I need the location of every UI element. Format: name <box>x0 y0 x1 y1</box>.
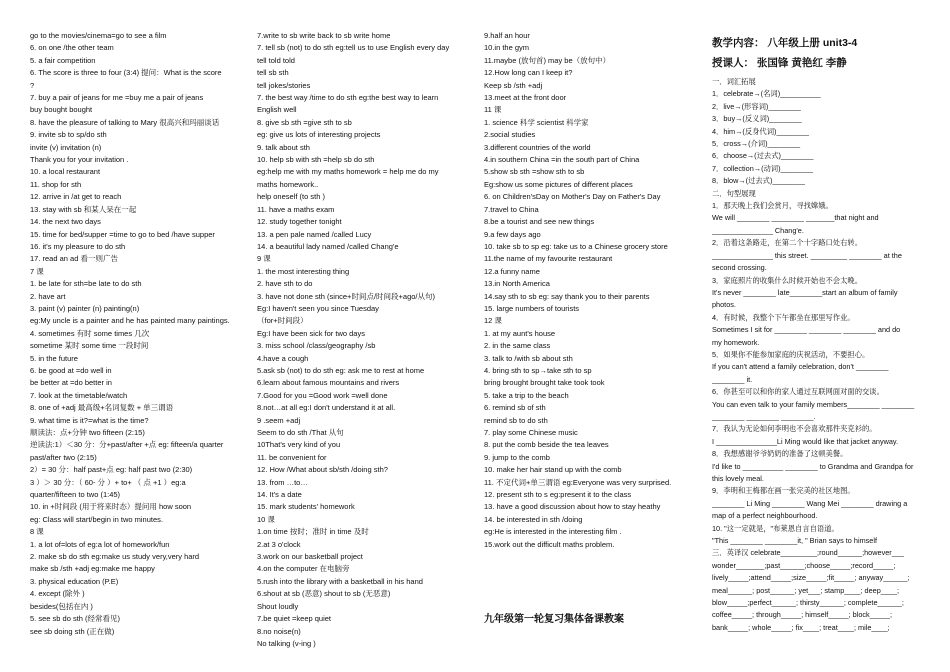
note-line: 3. physical education (P.E) <box>30 576 119 586</box>
note-line: 12.How long can I keep it? <box>484 68 573 78</box>
note-line: ? <box>30 80 35 90</box>
note-line: 12. How /What about sb/sth /doing sth? <box>257 465 388 475</box>
note-line: 3. miss school /class/geography /sb <box>257 341 376 351</box>
exercise-lines <box>712 76 922 634</box>
note-line: 10. in +时间段 (用于将来时态）提问用 how soon <box>30 502 192 512</box>
note-line: tell jokes/stories <box>257 80 311 90</box>
plan-title: 九年级第一轮复习集体备课教案 <box>484 614 624 625</box>
note-line: 1.on time 按时；准时 in time 及时 <box>257 527 369 537</box>
note-line: 9 .seem +adj <box>257 415 301 425</box>
note-line: 5. a fair competition <box>30 55 96 65</box>
note-line: 5．cross→(介词)________ <box>712 139 801 149</box>
note-line: 6. be good at =do well in <box>30 365 112 375</box>
note-line: tell told told <box>257 55 295 65</box>
note-line: bank_____; whole_____; fix____; treat____; mile____; <box>712 622 890 632</box>
note-line: 4.in southern China =in the south part of China <box>484 155 640 165</box>
note-line: I'd like to __________ ________ to Grandma and Grandpa for <box>712 461 914 471</box>
note-line: 15. mark students' homework <box>257 502 355 512</box>
note-line: 14.say sth to sb eg: say thank you to their parents <box>484 291 650 301</box>
note-line: 8. have the pleasure of talking to Mary 很高兴和玛丽谈话 <box>30 117 220 127</box>
note-line: I _______________Li Ming would like that jacket anyway. <box>712 436 899 446</box>
note-line: 5. take a trip to the beach <box>484 390 569 400</box>
column-2 <box>257 30 479 650</box>
note-line: my homework. <box>712 337 760 347</box>
note-line: 6. on one /the other team <box>30 43 114 53</box>
note-line: 5.rush into the library with a basketball in his hand <box>257 576 423 586</box>
note-line: 13.in North America <box>484 279 550 289</box>
note-line: 顺读法：点+分钟 two fifteen (2:15) <box>30 428 145 437</box>
note-line: lively_____;attend_____;size_____;fit_____; anyway______; <box>712 573 910 583</box>
note-line: 9 课 <box>257 254 271 264</box>
note-line: besides(包括在内 ) <box>30 601 93 611</box>
note-line: 2. have sth to do <box>257 279 313 289</box>
note-line: 4. sometimes 有时 some times 几次 <box>30 328 150 338</box>
note-line: 8. one of +adj 最高级+名词复数 + 单三谓语 <box>30 403 174 413</box>
note-line: 14. be interested in sth /doing <box>484 514 583 524</box>
note-line: ________ Li Ming ________ Wang Mei ________ drawing a <box>712 498 908 508</box>
note-line: 一．词汇拓展 <box>712 77 756 86</box>
note-line: 7．collection→(动词)________ <box>712 163 813 173</box>
note-line: invite (v) invitation (n) <box>30 142 102 152</box>
note-line: photos. <box>712 300 736 310</box>
note-line: 5.ask sb (not) to do sth eg: ask me to rest at home <box>257 365 425 375</box>
note-line: 二．句型展现 <box>712 188 756 198</box>
note-line: 5.show sb sth =show sth to sb <box>484 167 585 177</box>
note-line: 12. present sth to s eg:present it to the class <box>484 490 632 500</box>
note-line: 13. a pen pale named /called Lucy <box>257 229 372 239</box>
note-line: 14. a beautiful lady named /called Chang'e <box>257 241 399 251</box>
note-line: 15.work out the difficult maths problem. <box>484 539 615 549</box>
note-line: 10.in the gym <box>484 43 530 53</box>
note-line: 逆读法:1）＜30 分：分+past/after +点 eg: fifteen/a quarter <box>30 440 224 450</box>
note-line: 2. in the same class <box>484 341 551 351</box>
note-line: 10That's very kind of you <box>257 440 341 450</box>
note-line: Eg:show us some pictures of different places <box>484 179 633 189</box>
note-line: this lovely meal. <box>712 474 764 483</box>
note-line: 7.travel to China <box>484 204 539 214</box>
note-line: 1. the most interesting thing <box>257 266 350 276</box>
note-line: 7. buy a pair of jeans for me =buy me a pair of jeans <box>30 93 204 103</box>
note-line: 2．沿着这条路走，在第二个十字路口处右转。 <box>712 238 862 248</box>
note-line: 3.different countries of the world <box>484 142 591 152</box>
note-line: 13. from …to… <box>257 477 308 487</box>
note-line: 4．有时候，我整个下午都坐在那里写作业。 <box>712 312 855 322</box>
note-line: eg:My uncle is a painter and he has painted many paintings. <box>30 316 230 326</box>
note-line: 8.no noise(n) <box>257 626 301 636</box>
note-line: Eg:I have been sick for two days <box>257 328 365 338</box>
note-line: 13. have a good discussion about how to stay heathy <box>484 502 661 512</box>
note-line: 6．choose→(过去式)________ <box>712 151 814 161</box>
note-line: bring brought brought take took took <box>484 378 605 388</box>
note-line: 7.Good for you =Good work =well done <box>257 390 388 400</box>
note-line: （for+时间段） <box>257 316 308 326</box>
note-line: 10 课 <box>257 514 275 524</box>
note-line: 2. have art <box>30 291 66 301</box>
note-line: make sb /sth +adj eg:make me happy <box>30 564 155 574</box>
note-line: 12. arrive in /at get to reach <box>30 192 122 202</box>
note-line: 8．blow→(过去式)________ <box>712 176 805 186</box>
note-line: 10. help sb with sth =help sb do sth <box>257 155 375 165</box>
note-line: You can even talk to your family members________ ________ <box>712 399 915 409</box>
note-line: 3 ）＞ 30 分：（ 60- 分 ）+ to+ （ 点 +1 ）eg:a <box>30 477 186 487</box>
note-line: maths homework.. <box>257 179 319 189</box>
note-line: eg:help me with my maths homework = help me do my <box>257 167 439 177</box>
note-line: 2．live→(形容词)________ <box>712 101 801 111</box>
note-line: 11. be convenient for <box>257 452 327 462</box>
note-line: 7. play some Chinese music <box>484 428 578 437</box>
note-line: 4．him→(反身代词)________ <box>712 126 809 136</box>
note-line: 6．你甚至可以和你的家人通过互联网面对面的交谈。 <box>712 387 884 397</box>
note-line: 5．如果你不能参加家庭的庆祝活动，不要担心。 <box>712 349 870 359</box>
note-line: 16. it's my pleasure to do sth <box>30 241 126 251</box>
note-line: _______________ this street. _________ ________ at the <box>712 250 902 260</box>
note-line: 5. see sb do sth (经常看见) <box>30 614 121 624</box>
note-line: 3.work on our basketball project <box>257 552 363 562</box>
note-line: 2.at 3 o'clock <box>257 539 301 549</box>
note-line: 4. bring sth to sp→take sth to sp <box>484 365 592 375</box>
note-line: 14. It's a date <box>257 490 302 500</box>
note-line: 1．celebrate→(名词)__________ <box>712 89 821 99</box>
note-line: go to the movies/cinema=go to see a film <box>30 31 167 40</box>
note-line: 7. look at the timetable/watch <box>30 390 128 400</box>
note-line: ________ ________ ________. <box>712 411 816 421</box>
note-line: 9. jump to the comb <box>484 452 550 462</box>
note-line: 1. at my aunt's house <box>484 328 556 338</box>
note-line: buy bought bought <box>30 105 93 115</box>
note-line: 11. have a maths exam <box>257 204 335 214</box>
note-line: 6.learn about famous mountains and rivers <box>257 378 400 388</box>
note-line: 9.half an hour <box>484 31 530 40</box>
note-line: help oneself (to sth ) <box>257 192 325 202</box>
note-line: If you can't attend a family celebration, don't ________ <box>712 362 889 372</box>
note-line: Eg:I haven't seen you since Tuesday <box>257 303 379 313</box>
column-3 <box>484 30 704 551</box>
note-line: 9. what time is it?=what is the time? <box>30 415 149 425</box>
note-line: 4.on the computer 在电脑旁 <box>257 564 350 574</box>
note-line: 15. time for bed/supper =time to go to bed /have supper <box>30 229 215 239</box>
note-line: 8.be a tourist and see new things <box>484 217 595 227</box>
note-line: 12. study together tonight <box>257 217 342 227</box>
note-line: eg:He is interested in the interesting film . <box>484 527 622 537</box>
note-line: see sb doing sth (正在做) <box>30 626 115 636</box>
note-line: 12 课 <box>484 316 502 326</box>
note-line: be better at =do better in <box>30 378 112 388</box>
note-line: 4. except (除外 ) <box>30 589 85 599</box>
lesson-content-title: 教学内容： 八年级上册 unit3-4 <box>712 37 858 49</box>
note-line: 7. the best way /time to do sth eg:the best way to learn <box>257 93 439 103</box>
note-line: 6. The score is three to four (3:4) 提问：What is the score <box>30 68 222 78</box>
note-line: 11. shop for sth <box>30 179 82 189</box>
note-line: ________ it. <box>712 374 753 384</box>
note-line: 7.write to sb write back to sb write home <box>257 31 391 40</box>
note-line: It's never ________ late________start an album of family <box>712 287 898 297</box>
note-line: 15. large numbers of tourists <box>484 303 580 313</box>
note-line: Seem to do sth /That 从句 <box>257 428 344 437</box>
note-line: 3. paint (v) painter (n) painting(n) <box>30 303 140 313</box>
note-line: 三．英译汉 celebrate_________;round______;however___ <box>712 548 904 558</box>
note-line: quarter/fifteen to two (1:45) <box>30 490 121 500</box>
note-line: 1. a lot of=lots of eg:a lot of homework/fun <box>30 539 170 549</box>
note-line: 13. stay with sb 和某人呆在一起 <box>30 204 137 214</box>
note-line: 11.the name of my favourite restaurant <box>484 254 613 264</box>
note-line: 12.a funny name <box>484 266 540 276</box>
note-line: 13.meet at the front door <box>484 93 567 103</box>
note-line: No talking (v-ing ) <box>257 638 316 648</box>
note-line: 3. talk to /with sb about sth <box>484 353 573 363</box>
note-line: 8.not…at all eg:I don't understand it at all. <box>257 403 396 413</box>
note-line: "This ________ ________it, " Brian says to himself <box>712 536 877 546</box>
note-line: 10. "这一定就是，"布莱恩自言自语道。 <box>712 523 839 533</box>
note-line: 17. read an ad 看一则广告 <box>30 254 118 264</box>
note-line: Keep sb /sth +adj <box>484 80 543 90</box>
note-line: 9. invite sb to sp/do sth <box>30 130 107 140</box>
note-line: 9. talk about sth <box>257 142 310 152</box>
note-line: We will ________ ________ _______that night and <box>712 213 879 223</box>
note-line: coffee_____; through_____; himself_____; block_____; <box>712 610 892 620</box>
note-line: 2. make sb do sth eg:make us study very,very hard <box>30 552 200 562</box>
column-4 <box>712 36 922 634</box>
note-line: 2）= 30 分：half past+点 eg: half past two (2:30) <box>30 465 193 475</box>
note-line: 11. 不定代词+单三谓语 eg:Everyone was very surprised. <box>484 477 672 487</box>
note-line: 3．家庭照片的收集什么时候开始也不会太晚。 <box>712 275 862 285</box>
note-line: remind sb to do sth <box>484 415 548 425</box>
note-line: 2.social studies <box>484 130 536 140</box>
note-line: 8. give sb sth =give sth to sb <box>257 117 352 127</box>
note-line: 11.maybe (放句首) may be（放句中） <box>484 55 611 65</box>
note-line: 10. make her hair stand up with the comb <box>484 465 622 475</box>
note-line: _______________ Chang'e. <box>712 225 804 235</box>
note-line: Thank you for your invitation . <box>30 155 129 165</box>
note-line: sometime 某时 some time 一段时间 <box>30 341 149 351</box>
note-line: 11 课 <box>484 105 502 115</box>
note-line: eg: give us lots of interesting projects <box>257 130 381 140</box>
note-line: 5. in the future <box>30 353 78 363</box>
note-line: Shout loudly <box>257 601 299 611</box>
note-line: blow_____;perfect______; thirsty______; complete______; <box>712 598 904 608</box>
note-line: 4.have a cough <box>257 353 309 363</box>
note-line: Sometimes I sit for ________ ________ ________ and do <box>712 325 901 335</box>
note-line: past/after two (2:15) <box>30 452 97 462</box>
note-line: 7 课 <box>30 266 44 276</box>
note-line: 3. have not done sth (since+时间点/时间段+ago/从句) <box>257 291 435 301</box>
note-line: 1. be late for sth=be late to do sth <box>30 279 142 289</box>
note-line: 7.be quiet =keep quiet <box>257 614 332 624</box>
note-line: 8．我想感谢爷爷奶奶的准备了这顿美餐。 <box>712 449 848 459</box>
column-1 <box>30 30 248 638</box>
note-line: 6. remind sb of sth <box>484 403 546 413</box>
note-line: 3．buy→(反义词)________ <box>712 114 802 124</box>
note-line: 7．我认为无论如何李明也不会喜欢那件夹克衫的。 <box>712 424 877 434</box>
note-line: meal______; post______; yet___; stamp____; deep____; <box>712 585 900 595</box>
note-line: English well <box>257 105 297 115</box>
note-line: 6. on Children'sDay on Mother's Day on Father's Day <box>484 192 661 202</box>
note-line: 14. the next two days <box>30 217 101 227</box>
note-line: 10. a local restaurant <box>30 167 101 177</box>
note-line: 6.shout at sb (恶意) shout to sb (无恶意) <box>257 589 391 599</box>
note-line: 10. take sb to sp eg: take us to a Chinese grocery store <box>484 241 668 251</box>
note-line: tell sb sth <box>257 68 289 78</box>
note-line: 9.a few days ago <box>484 229 541 239</box>
teachers-line: 授课人： 张国锋 黄艳红 李静 <box>712 57 847 69</box>
note-line: wonder_______;past______;choose_____;record_____; <box>712 560 896 570</box>
note-line: 9．李明和王梅都在画一张完美的社区地图。 <box>712 486 855 496</box>
note-line: 8. put the comb beside the tea leaves <box>484 440 609 450</box>
note-line: 8 课 <box>30 527 44 537</box>
note-line: 1．那天晚上我们会赏月，寻找嫦娥。 <box>712 201 833 211</box>
note-line: eg: Class will start/begin in two minutes. <box>30 514 163 524</box>
note-line: 1. science 科学 scientist 科学家 <box>484 117 589 127</box>
note-line: map of a perfect neighbourhood. <box>712 511 818 521</box>
note-line: second crossing. <box>712 263 767 273</box>
note-line: 7. tell sb (not) to do sth eg:tell us to use English every day <box>257 43 450 53</box>
